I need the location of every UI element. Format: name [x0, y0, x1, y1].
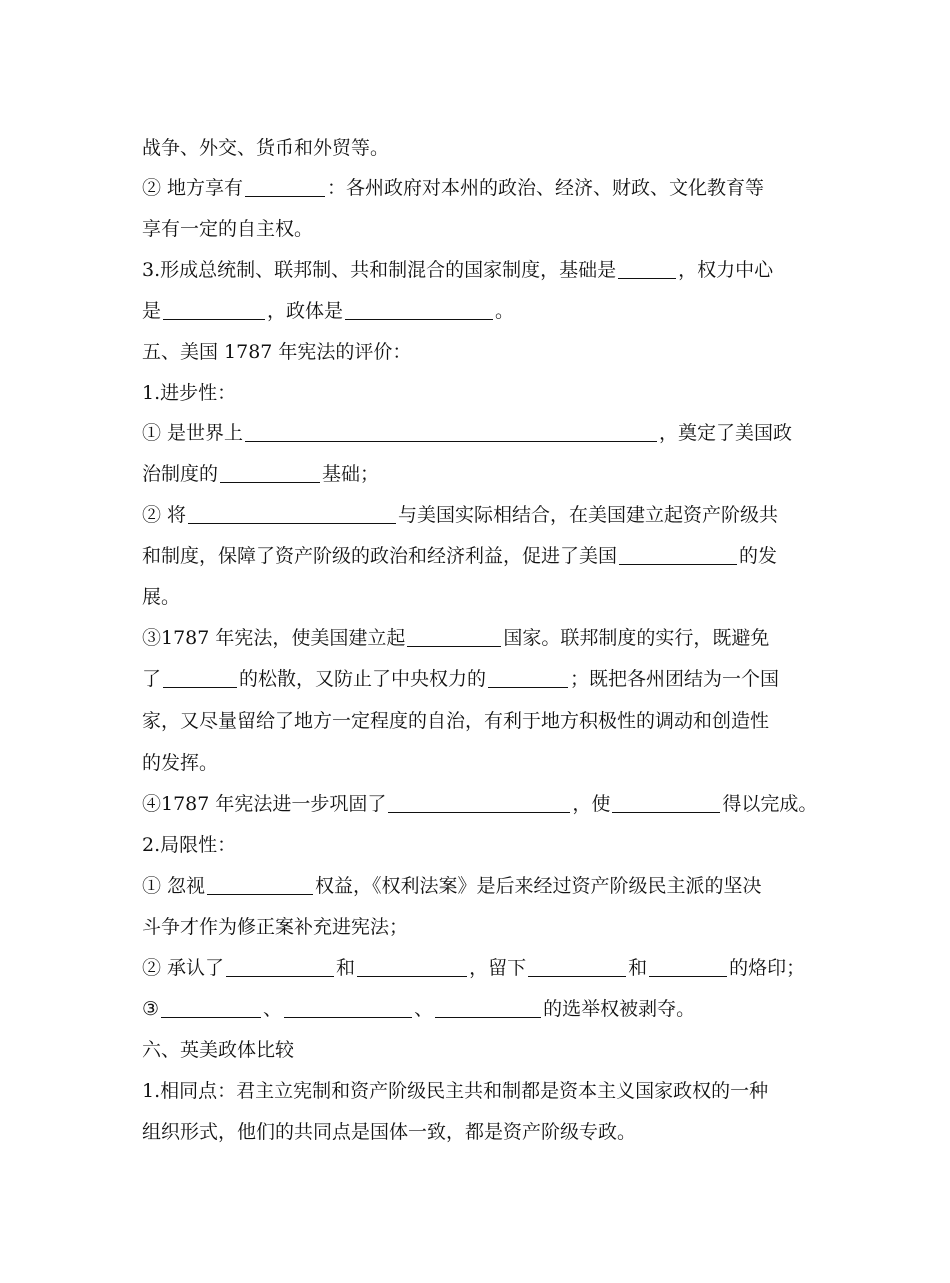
- text-line: [142, 133, 814, 163]
- text-segment: ：各州政府对本州的政治、经济、财政、文化教育等: [327, 177, 765, 199]
- text-segment: ③1787 年宪法，使美国建立起: [142, 627, 406, 649]
- fill-in-blank[interactable]: [245, 176, 325, 197]
- text-segment: 家，又尽量留给了地方一定程度的自治，有利于地方积极性的调动和创造性: [142, 710, 770, 732]
- text-line: [142, 912, 814, 942]
- text-segment: 组织形式，他们的共同点是国体一致，都是资产阶级专政。: [142, 1121, 637, 1143]
- text-segment: 的选举权被剥夺。: [543, 998, 696, 1020]
- text-line: [142, 1035, 814, 1065]
- fill-in-blank[interactable]: [163, 299, 265, 320]
- text-line: [142, 378, 814, 408]
- fill-in-blank[interactable]: [649, 956, 727, 977]
- text-segment: 的烙印；: [729, 957, 806, 979]
- fill-in-blank[interactable]: [618, 258, 676, 279]
- text-line: [142, 1076, 814, 1106]
- text-line: [142, 748, 814, 778]
- fill-in-blank[interactable]: [528, 956, 626, 977]
- text-segment: 和制度，保障了资产阶级的政治和经济利益，促进了美国: [142, 545, 618, 567]
- text-segment: 1.进步性：: [142, 382, 237, 404]
- fill-in-blank[interactable]: [163, 667, 237, 688]
- text-segment: 和: [628, 957, 648, 979]
- fill-in-blank[interactable]: [435, 997, 541, 1018]
- fill-in-blank[interactable]: [488, 667, 568, 688]
- text-segment: ② 承认了: [142, 957, 225, 979]
- text-line: [142, 418, 814, 448]
- text-segment: 六、英美政体比较: [142, 1039, 295, 1061]
- fill-in-blank[interactable]: [612, 792, 720, 813]
- text-segment: 展。: [142, 586, 181, 608]
- text-segment: 基础；: [322, 463, 380, 485]
- fill-in-blank[interactable]: [161, 997, 261, 1018]
- text-line: [142, 214, 814, 244]
- text-segment: ，权力中心: [678, 259, 774, 281]
- text-line: [142, 296, 814, 326]
- text-segment: 1.相同点：君主立宪制和资产阶级民主共和制都是资本主义国家政权的一种: [142, 1080, 769, 1102]
- text-segment: ④1787 年宪法进一步巩固了: [142, 793, 387, 815]
- text-line: [142, 1117, 814, 1147]
- text-line: [142, 173, 814, 203]
- text-line: [142, 706, 814, 736]
- text-line: [142, 830, 814, 860]
- text-segment: 的发挥。: [142, 752, 219, 774]
- text-segment: 和: [336, 957, 356, 979]
- text-line: [142, 664, 814, 694]
- text-segment: 3.形成总统制、联邦制、共和制混合的国家制度，基础是: [142, 259, 617, 281]
- fill-in-blank[interactable]: [226, 956, 334, 977]
- text-line: [142, 871, 814, 901]
- text-segment: 治制度的: [142, 463, 219, 485]
- text-segment: 与美国实际相结合，在美国建立起资产阶级共: [398, 504, 779, 526]
- fill-in-blank[interactable]: [357, 956, 467, 977]
- text-segment: 的松散，又防止了中央权力的: [239, 668, 487, 690]
- fill-in-blank[interactable]: [188, 503, 396, 524]
- text-segment: 2.局限性：: [142, 834, 237, 856]
- text-line: [142, 953, 814, 983]
- text-segment: 权益，《权利法案》是后来经过资产阶级民主派的坚决: [315, 875, 762, 897]
- text-segment: 、: [414, 998, 434, 1020]
- text-segment: 了: [142, 668, 162, 690]
- text-segment: 享有一定的自主权。: [142, 218, 314, 240]
- text-segment: 战争、外交、货币和外贸等。: [142, 137, 390, 159]
- text-line: [142, 255, 814, 285]
- text-segment: ，使: [572, 793, 611, 815]
- text-line: [142, 623, 814, 653]
- fill-in-blank[interactable]: [207, 874, 313, 895]
- text-segment: ① 忽视: [142, 875, 206, 897]
- text-line: [142, 789, 818, 819]
- fill-in-blank[interactable]: [388, 792, 570, 813]
- text-line: [142, 994, 814, 1024]
- text-segment: ② 地方享有: [142, 177, 244, 199]
- fill-in-blank[interactable]: [619, 544, 737, 565]
- fill-in-blank[interactable]: [245, 421, 657, 442]
- text-segment: 五、美国 1787 年宪法的评价：: [142, 341, 412, 363]
- text-segment: ，政体是: [267, 300, 344, 322]
- fill-in-blank[interactable]: [345, 299, 493, 320]
- text-segment: ② 将: [142, 504, 187, 526]
- text-segment: 得以完成。: [722, 793, 818, 815]
- text-segment: 。: [495, 300, 515, 322]
- text-segment: 、: [263, 998, 283, 1020]
- text-line: [142, 582, 814, 612]
- fill-in-blank[interactable]: [220, 462, 320, 483]
- text-segment: ，留下: [469, 957, 527, 979]
- text-segment: ；既把各州团结为一个国: [570, 668, 780, 690]
- text-line: [142, 337, 814, 367]
- fill-in-blank[interactable]: [407, 626, 501, 647]
- text-line: [142, 459, 814, 489]
- text-segment: ③: [142, 998, 160, 1020]
- text-segment: 的发: [739, 545, 778, 567]
- fill-in-blank[interactable]: [284, 997, 412, 1018]
- text-segment: ，奠定了美国政: [659, 422, 793, 444]
- text-line: [142, 541, 814, 571]
- text-segment: 斗争才作为修正案补充进宪法；: [142, 916, 409, 938]
- text-segment: 国家。联邦制度的实行，既避免: [503, 627, 770, 649]
- text-segment: 是: [142, 300, 162, 322]
- text-line: [142, 500, 814, 530]
- text-segment: ① 是世界上: [142, 422, 244, 444]
